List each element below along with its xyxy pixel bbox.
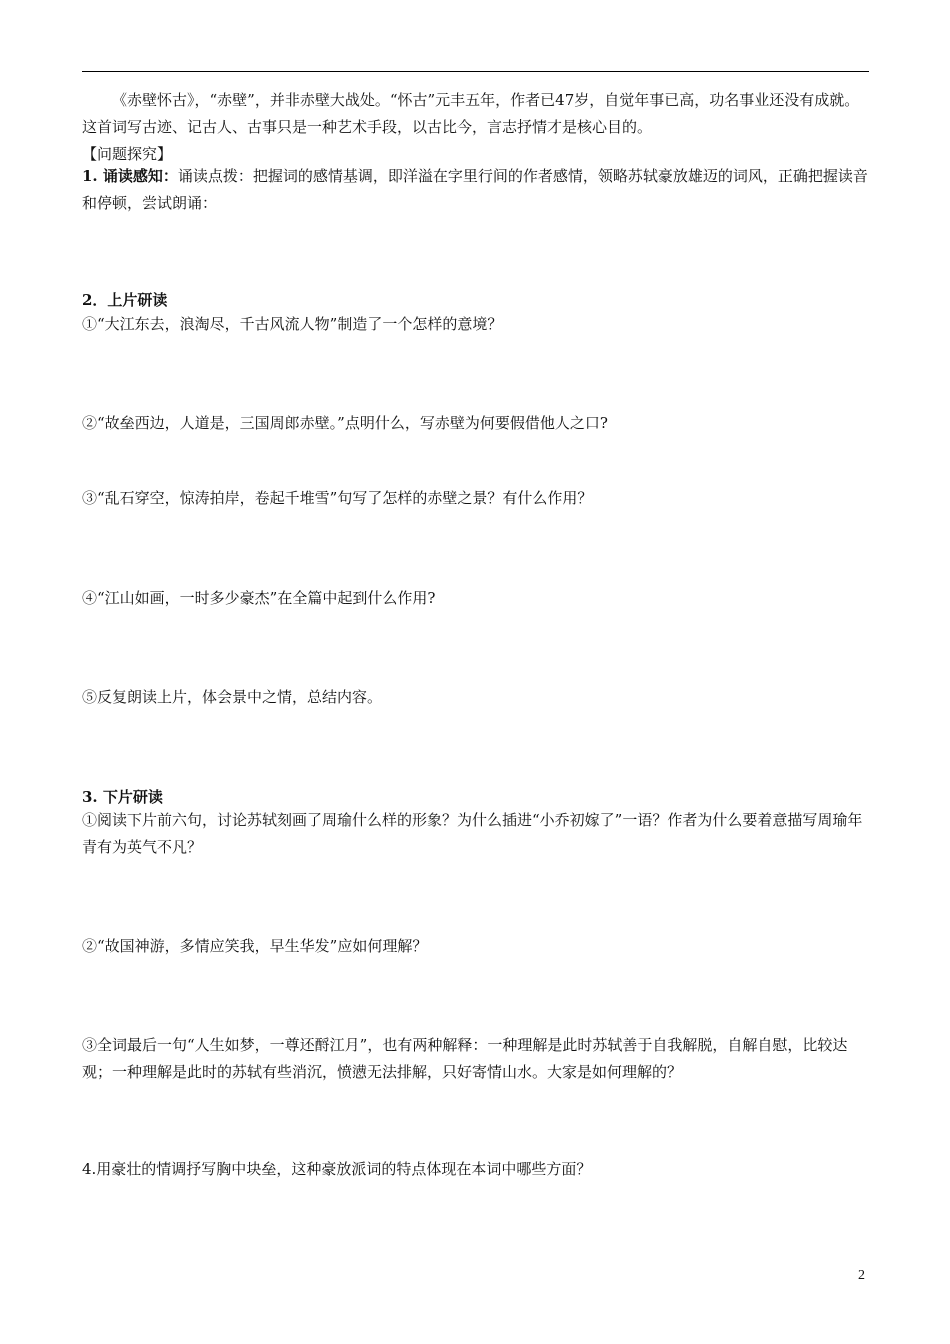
item-2-heading: 2．上片研读 <box>82 291 168 309</box>
item-2-question-1: ①“大江东去，浪淘尽，千古风流人物”制造了一个怎样的意境？ <box>82 315 503 333</box>
page-number: 2 <box>858 1268 865 1283</box>
section-heading-problem-inquiry: 【问题探究】 <box>82 145 173 163</box>
item-2-question-2: ②“故垒西边，人道是，三国周郎赤壁。”点明什么，写赤壁为何要假借他人之口? <box>82 414 608 432</box>
intro-paragraph: 《赤壁怀古》，“赤壁”，并非赤壁大战处。“怀古”元丰五年，作者已47岁，自觉年事已高，功名事业还没有成就。这首词写古迹、记古人、古事只是一种艺术手段，以古比今，言志抒情才是核心目的。 <box>82 91 860 136</box>
item-2-question-4: ④“江山如画，一时多少豪杰”在全篇中起到什么作用? <box>82 589 436 607</box>
item-3-heading: 3. 下片研读 <box>82 788 163 806</box>
item-2-question-3: ③“乱石穿空，惊涛拍岸，卷起千堆雪”句写了怎样的赤壁之景？有什么作用？ <box>82 489 593 507</box>
item-2-question-5: ⑤反复朗读上片，体会景中之情，总结内容。 <box>82 688 383 706</box>
item-1-reading-perception <box>82 163 869 217</box>
item-4-question: 4.用豪壮的情调抒写胸中块垒，这种豪放派词的特点体现在本词中哪些方面？ <box>82 1160 592 1178</box>
item-1-label: 1. 诵读感知： <box>82 167 178 185</box>
header-rule <box>82 71 869 72</box>
item-3-question-2: ②“故国神游，多情应笑我，早生华发”应如何理解？ <box>82 937 428 955</box>
item-3-question-3: ③全词最后一句“人生如梦，一尊还酹江月”，也有两种解释：一种理解是此时苏轼善于自我解脱，自解自慰，比较达观；一种理解是此时的苏轼有些消沉，愤懑无法排解，只好寄情山水。大家是如何理解的？ <box>82 1036 848 1081</box>
item-1-text: 诵读点拨：把握词的感情基调，即洋溢在字里行间的作者感情，领略苏轼豪放雄迈的词风，正确把握读音和停顿，尝试朗诵： <box>82 167 868 212</box>
item-3-question-1: ①阅读下片前六句，讨论苏轼刻画了周瑜什么样的形象？为什么插进“小乔初嫁了”一语？作者为什么要着意描写周瑜年青有为英气不凡？ <box>82 811 863 856</box>
